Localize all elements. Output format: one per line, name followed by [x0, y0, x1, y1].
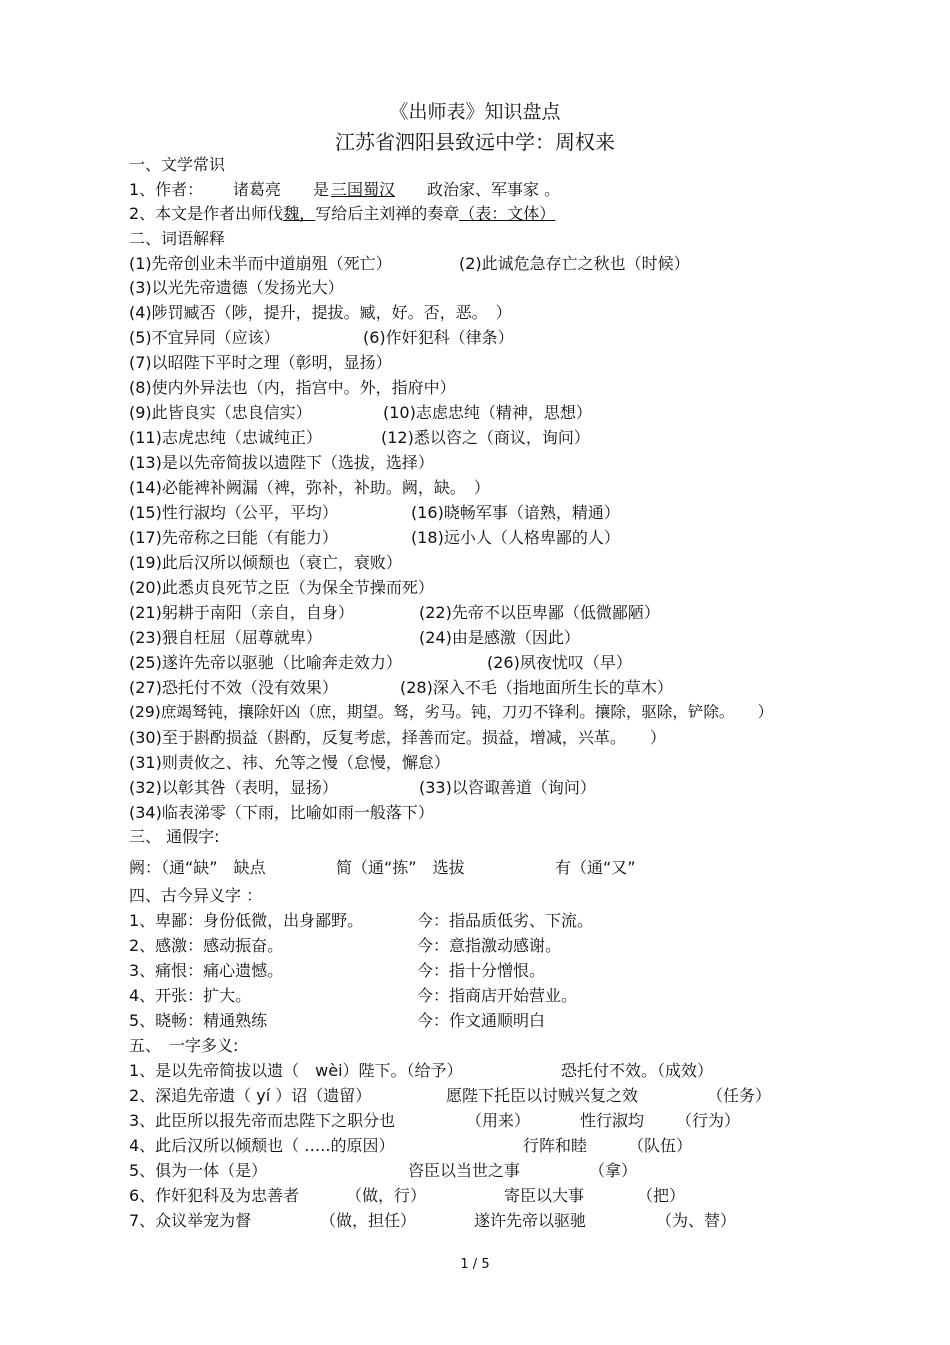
list-item: 1、卑鄙：身份低微，出身鄙野。 — [129, 911, 364, 930]
list-item: (31)则责攸之、祎、允等之慢（怠慢，懈怠） — [129, 753, 450, 772]
list-item: 寄臣以大事 — [504, 1186, 585, 1205]
list-item: （队伍） — [628, 1136, 693, 1155]
list-item: 今：指十分憎恨。 — [417, 961, 546, 980]
author-name: 诸葛亮 — [233, 180, 282, 199]
list-item: 今：指品质低劣、下流。 — [417, 911, 594, 930]
list-item: 7、众议举宠为督 — [129, 1211, 252, 1230]
list-item: (2)此诚危急存亡之秋也（时候） — [459, 254, 690, 273]
list-item: 简（通“拣” 选拔 — [336, 858, 465, 877]
list-item: (20)此悉贞良死节之臣（为保全节操而死） — [129, 578, 434, 597]
list-item: 遂许先帝以驱驰 — [474, 1211, 587, 1230]
underlined-text: 魏， — [283, 204, 316, 223]
section-heading: 四、古今异义字 ： — [129, 886, 263, 905]
literature-text-line — [129, 206, 555, 222]
dynasty: 三国蜀汉 — [331, 180, 396, 199]
label: 1、作者： — [129, 180, 204, 199]
list-item: （任务） — [707, 1086, 772, 1105]
list-item: (3)以光先帝遗德（发扬光大） — [129, 278, 344, 297]
list-item: （拿） — [589, 1161, 638, 1180]
list-item: 2、深追先帝遗（ yí ）诏（遗留） — [129, 1086, 372, 1105]
list-item: （为、替） — [656, 1211, 737, 1230]
list-item: 5、俱为一体（是） — [129, 1161, 268, 1180]
list-item: (21)躬耕于南阳（亲自，自身） — [129, 603, 354, 622]
section-heading: 二、词语解释 — [129, 229, 226, 248]
list-item: 今：意指激动感谢。 — [417, 936, 562, 955]
list-item: (29)庶竭驽钝，攘除奸凶（庶，期望。驽，劣马。钝，刀刃不锋利。攘除，驱除，铲除。 ） — [129, 703, 774, 721]
list-item: (32)以彰其咎（表明，显扬） — [129, 778, 338, 797]
list-item: (34)临表涕零（下雨，比喻如雨一般落下） — [129, 803, 434, 822]
list-item: 咨臣以当世之事 — [408, 1161, 521, 1180]
list-item: (11)志虎忠纯（忠诚纯正） — [129, 428, 322, 447]
list-item: (30)至于斟酌损益（斟酌，反复考虑，择善而定。损益，增减，兴革。 ） — [129, 728, 666, 747]
list-item: 恐托付不效。（成效） — [561, 1061, 714, 1080]
text: 是 — [313, 180, 330, 199]
role: 政治家、军事家 。 — [427, 180, 561, 199]
list-item: (33)以咨诹善道（询问） — [419, 778, 596, 797]
text: 2、本文是作者出师伐 — [129, 204, 284, 223]
list-item: (7)以昭陛下平时之理（彰明，显扬） — [129, 353, 392, 372]
list-item: 3、此臣所以报先帝而忠陛下之职分也 — [129, 1111, 396, 1130]
list-item: (26)夙夜忧叹（早） — [487, 653, 632, 672]
list-item: 2、感激：感动振奋。 — [129, 936, 284, 955]
text: 写给后主刘禅的奏章 — [315, 204, 460, 223]
list-item: (13)是以先帝简拔以遗陛下（选拔，选择） — [129, 453, 434, 472]
list-item: (4)陟罚臧否（陟，提升，提拔。臧，好。否，恶。 ） — [129, 303, 512, 322]
list-item: （做，担任） — [320, 1211, 417, 1230]
list-item: （把） — [637, 1186, 686, 1205]
section-heading: 三、 通假字: — [129, 827, 220, 846]
section-heading: 五、 一字多义: — [129, 1036, 239, 1055]
list-item: (14)必能裨补阙漏（裨，弥补，补助。阙，缺。 ） — [129, 478, 490, 497]
list-item: 3、痛恨：痛心遗憾。 — [129, 961, 284, 980]
list-item: 1、是以先帝简拔以遗（ wèi）陛下。（给予） — [129, 1061, 463, 1080]
list-item: (10)志虑忠纯（精神，思想） — [383, 403, 592, 422]
list-item: (28)深入不毛（指地面所生长的草木） — [400, 678, 673, 697]
list-item: (19)此后汉所以倾颓也（衰亡，衰败） — [129, 553, 402, 572]
author-line: 江苏省泗阳县致远中学：周权来 — [335, 130, 615, 154]
list-item: (8)使内外异法也（内，指宫中。外，指府中） — [129, 378, 456, 397]
list-item: (22)先帝不以臣卑鄙（低微鄙陋） — [419, 603, 660, 622]
list-item: (5)不宜异同（应该） — [129, 328, 280, 347]
list-item: (25)遂许先帝以驱驰（比喻奔走效力） — [129, 653, 402, 672]
list-item: 今：作文通顺明白 — [417, 1011, 546, 1030]
list-item: 行阵和睦 — [523, 1136, 588, 1155]
list-item: 愿陛下托臣以讨贼兴复之效 — [446, 1086, 639, 1105]
list-item: (6)作奸犯科（律条） — [363, 328, 514, 347]
genre-note: （表：文体） — [459, 204, 556, 223]
list-item: 4、此后汉所以倾颓也（ …..的原因） — [129, 1136, 395, 1155]
list-item: (23)猥自枉屈（屈尊就卑） — [129, 628, 322, 647]
list-item: (15)性行淑均（公平，平均） — [129, 503, 338, 522]
page-title: 《出师表》知识盘点 — [389, 101, 561, 123]
list-item: (16)晓畅军事（谙熟，精通） — [411, 503, 620, 522]
list-item: 今：指商店开始营业。 — [417, 986, 578, 1005]
list-item: 6、作奸犯科及为忠善者 — [129, 1186, 300, 1205]
list-item: (27)恐托付不效（没有效果） — [129, 678, 338, 697]
list-item: (17)先帝称之曰能（有能力） — [129, 528, 338, 547]
list-item: （行为） — [676, 1111, 741, 1130]
section-heading: 一、文学常识 — [129, 155, 226, 174]
list-item: 4、开张：扩大。 — [129, 986, 252, 1005]
list-item: 性行淑均 — [580, 1111, 645, 1130]
list-item: (9)此皆良实（忠良信实） — [129, 403, 312, 422]
list-item: （做，行） — [346, 1186, 427, 1205]
list-item: (18)远小人（人格卑鄙的人） — [411, 528, 620, 547]
list-item: （用来） — [466, 1111, 531, 1130]
list-item: 阙：（通“缺” 缺点 — [129, 858, 266, 877]
list-item: 有（通“又” — [555, 858, 636, 877]
list-item: (12)悉以咨之（商议，询问） — [381, 428, 590, 447]
list-item: (1)先帝创业未半而中道崩殂（死亡） — [129, 254, 392, 273]
page-number: 1 / 5 — [460, 1257, 490, 1272]
list-item: 5、晓畅：精通熟练 — [129, 1011, 268, 1030]
list-item: (24)由是感激（因此） — [419, 628, 580, 647]
literature-author-line — [129, 180, 561, 199]
